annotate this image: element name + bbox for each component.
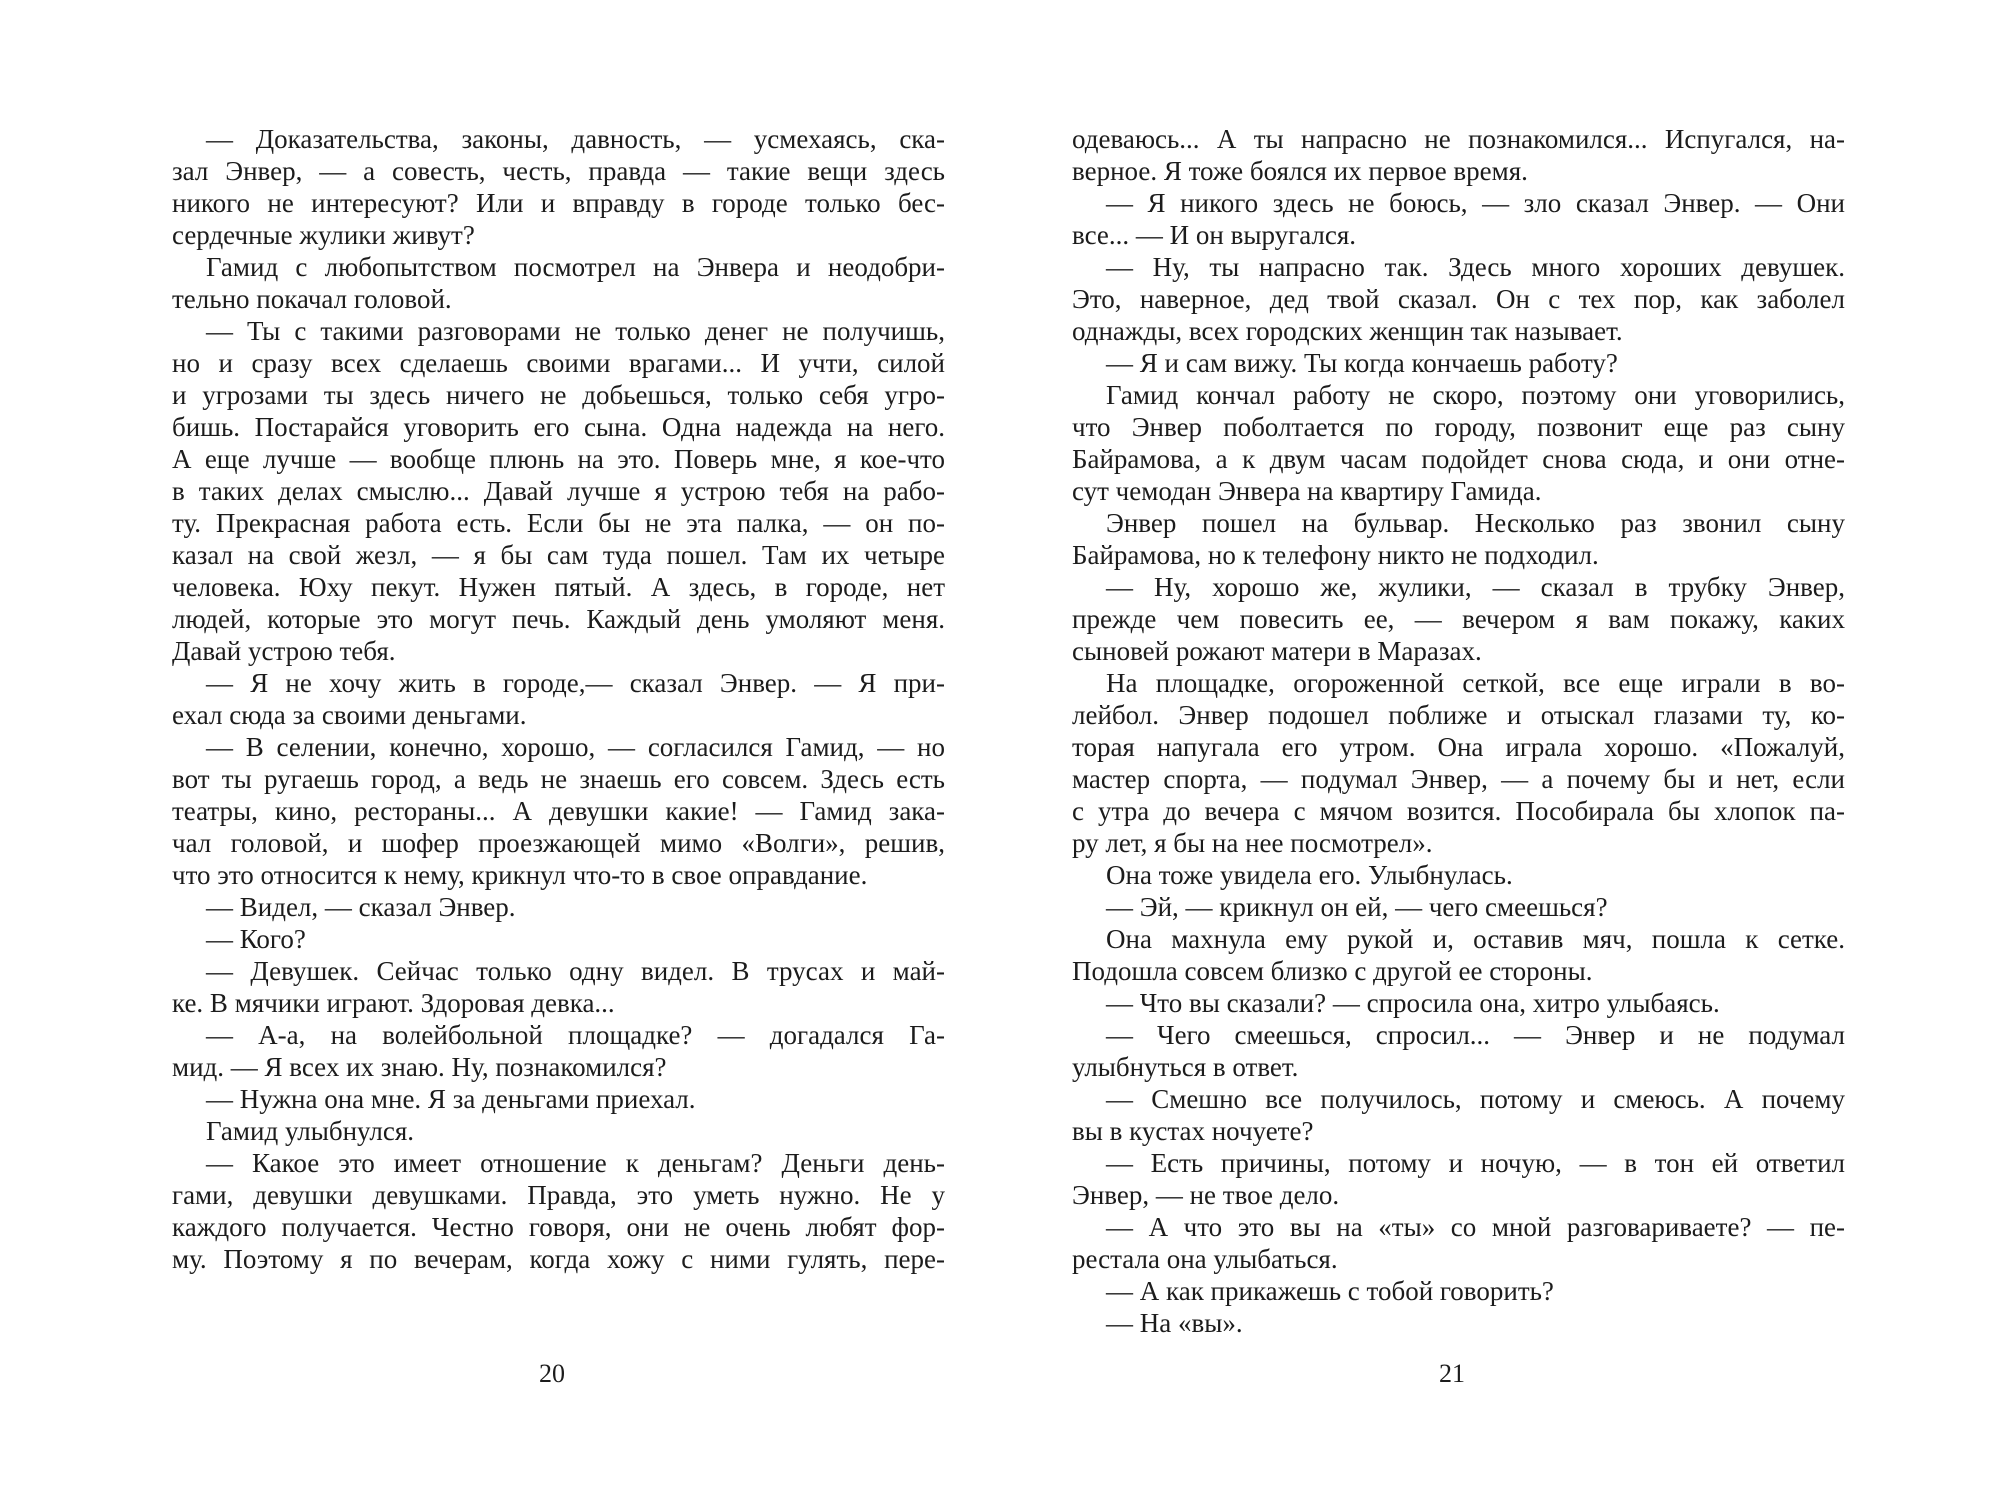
text-line: — Чего смеешься, спросил... — Энвер и не подумал	[1106, 1020, 1845, 1050]
text-line: Энвер пошел на бульвар. Несколько раз звонил сыну	[1106, 508, 1845, 538]
text-line: — Ну, ты напрасно так. Здесь много хороших девушек.	[1106, 252, 1845, 282]
text-line: — Есть причины, потому и ночую, — в тон ей ответил	[1106, 1148, 1845, 1178]
text-line: вы в кустах ночуете?	[1072, 1116, 1314, 1146]
text-line: однажды, всех городских женщин так называет.	[1072, 316, 1623, 346]
text-line: одеваюсь... А ты напрасно не познакомился... Испугался, на-	[1072, 124, 1845, 154]
text-line: каждого получается. Честно говоря, они не очень любят фор-	[172, 1212, 945, 1242]
text-line: На площадке, огороженной сеткой, все еще играли в во-	[1106, 668, 1845, 698]
text-line: сердечные жулики живут?	[172, 220, 475, 250]
text-line: Гамид с любопытством посмотрел на Энвера и неодобри-	[206, 252, 945, 282]
text-line: Байрамова, а к двум часам подойдет снова сюда, и они отне-	[1072, 444, 1845, 474]
left-page-text	[172, 123, 945, 1275]
text-line: Энвер, — не твое дело.	[1072, 1180, 1340, 1210]
text-line: Гамид улыбнулся.	[206, 1116, 414, 1146]
text-line: — Я не хочу жить в городе,— сказал Энвер. — Я при-	[206, 668, 945, 698]
text-line: Она тоже увидела его. Улыбнулась.	[1106, 860, 1513, 890]
right-page-text	[1072, 123, 1845, 1339]
text-line: — Кого?	[206, 924, 306, 954]
text-line: лейбол. Энвер подошел поближе и отыскал глазами ту, ко-	[1072, 700, 1845, 730]
text-line: никого не интересуют? Или и вправду в городе только бес-	[172, 188, 945, 218]
text-line: — Ты с такими разговорами не только денег не получишь,	[206, 316, 945, 346]
text-line: сут чемодан Энвера на квартиру Гамида.	[1072, 476, 1542, 506]
text-line: Это, наверное, дед твой сказал. Он с тех пор, как заболел	[1072, 284, 1845, 314]
text-line: Подошла совсем близко с другой ее стороны.	[1072, 956, 1593, 986]
text-line: бишь. Постарайся уговорить его сына. Одна надежда на него.	[172, 412, 945, 442]
text-line: вот ты ругаешь город, а ведь не знаешь его совсем. Здесь есть	[172, 764, 945, 794]
text-line: ту. Прекрасная работа есть. Если бы не эта палка, — он по-	[172, 508, 945, 538]
text-line: — А-а, на волейбольной площадке? — догадался Га-	[206, 1020, 945, 1050]
text-line: все... — И он выругался.	[1072, 220, 1357, 250]
text-line: сыновей рожают матери в Маразах.	[1072, 636, 1482, 666]
text-line: зал Энвер, — а совесть, честь, правда — такие вещи здесь	[172, 156, 945, 186]
text-line: — Что вы сказали? — спросила она, хитро улыбаясь.	[1106, 988, 1720, 1018]
text-line: Гамид кончал работу не скоро, поэтому они уговорились,	[1106, 380, 1845, 410]
right-page-number: 21	[1439, 1359, 1465, 1388]
text-line: — Я никого здесь не боюсь, — зло сказал Энвер. — Они	[1106, 188, 1845, 218]
text-line: мастер спорта, — подумал Энвер, — а почему бы и нет, если	[1072, 764, 1845, 794]
text-line: мид. — Я всех их знаю. Ну, познакомился?	[172, 1052, 667, 1082]
text-line: ехал сюда за своими деньгами.	[172, 700, 527, 730]
text-line: прежде чем повесить ее, — вечером я вам покажу, каких	[1072, 604, 1845, 634]
text-line: — Какое это имеет отношение к деньгам? Деньги день-	[206, 1148, 945, 1178]
text-line: му. Поэтому я по вечерам, когда хожу с ними гулять, пере-	[172, 1244, 945, 1274]
text-line: — А как прикажешь с тобой говорить?	[1106, 1276, 1554, 1306]
left-page-number: 20	[539, 1359, 565, 1388]
text-line: — Доказательства, законы, давность, — усмехаясь, ска-	[206, 124, 945, 154]
text-line: Байрамова, но к телефону никто не подходил.	[1072, 540, 1599, 570]
text-line: Она махнула ему рукой и, оставив мяч, пошла к сетке.	[1106, 924, 1845, 954]
text-line: людей, которые это могут печь. Каждый день умоляют меня.	[172, 604, 945, 634]
text-line: и угрозами ты здесь ничего не добьешься, только себя угро-	[172, 380, 945, 410]
text-line: что Энвер поболтается по городу, позвонит еще раз сыну	[1072, 412, 1845, 442]
text-line: но и сразу всех сделаешь своими врагами... И учти, силой	[172, 348, 945, 378]
text-line: торая напугала его утром. Она играла хорошо. «Пожалуй,	[1072, 732, 1845, 762]
text-line: — Нужна она мне. Я за деньгами приехал.	[206, 1084, 696, 1114]
text-line: — Видел, — сказал Энвер.	[206, 892, 516, 922]
text-line: — В селении, конечно, хорошо, — согласился Гамид, — но	[206, 732, 945, 762]
text-line: что это относится к нему, крикнул что-то в свое оправдание.	[172, 860, 868, 890]
text-line: — Смешно все получилось, потому и смеюсь. А почему	[1106, 1084, 1845, 1114]
text-line: А еще лучше — вообще плюнь на это. Поверь мне, я кое-что	[172, 444, 945, 474]
text-line: — На «вы».	[1106, 1308, 1243, 1338]
text-line: в таких делах смыслю... Давай лучше я устрою тебя на рабо-	[172, 476, 945, 506]
text-line: рестала она улыбаться.	[1072, 1244, 1338, 1274]
text-line: — Девушек. Сейчас только одну видел. В трусах и май-	[206, 956, 945, 986]
text-line: — Я и сам вижу. Ты когда кончаешь работу?	[1106, 348, 1618, 378]
text-line: человека. Юху пекут. Нужен пятый. А здесь, в городе, нет	[172, 572, 945, 602]
text-line: Давай устрою тебя.	[172, 636, 396, 666]
text-line: — Ну, хорошо же, жулики, — сказал в трубку Энвер,	[1106, 572, 1845, 602]
text-line: гами, девушки девушками. Правда, это уметь нужно. Не у	[172, 1180, 945, 1210]
text-line: улыбнуться в ответ.	[1072, 1052, 1299, 1082]
text-line: ке. В мячики играют. Здоровая девка...	[172, 988, 615, 1018]
text-line: — А что это вы на «ты» со мной разговариваете? — пе-	[1106, 1212, 1845, 1242]
text-line: верное. Я тоже боялся их первое время.	[1072, 156, 1528, 186]
text-line: ру лет, я бы на нее посмотрел».	[1072, 828, 1433, 858]
text-line: театры, кино, рестораны... А девушки какие! — Гамид зака-	[172, 796, 945, 826]
text-line: — Эй, — крикнул он ей, — чего смеешься?	[1106, 892, 1608, 922]
text-line: чал головой, и шофер проезжающей мимо «Волги», решив,	[172, 828, 945, 858]
text-line: казал на свой жезл, — я бы сам туда пошел. Там их четыре	[172, 540, 945, 570]
text-line: с утра до вечера с мячом возится. Пособирала бы хлопок па-	[1072, 796, 1845, 826]
text-line: тельно покачал головой.	[172, 284, 452, 314]
